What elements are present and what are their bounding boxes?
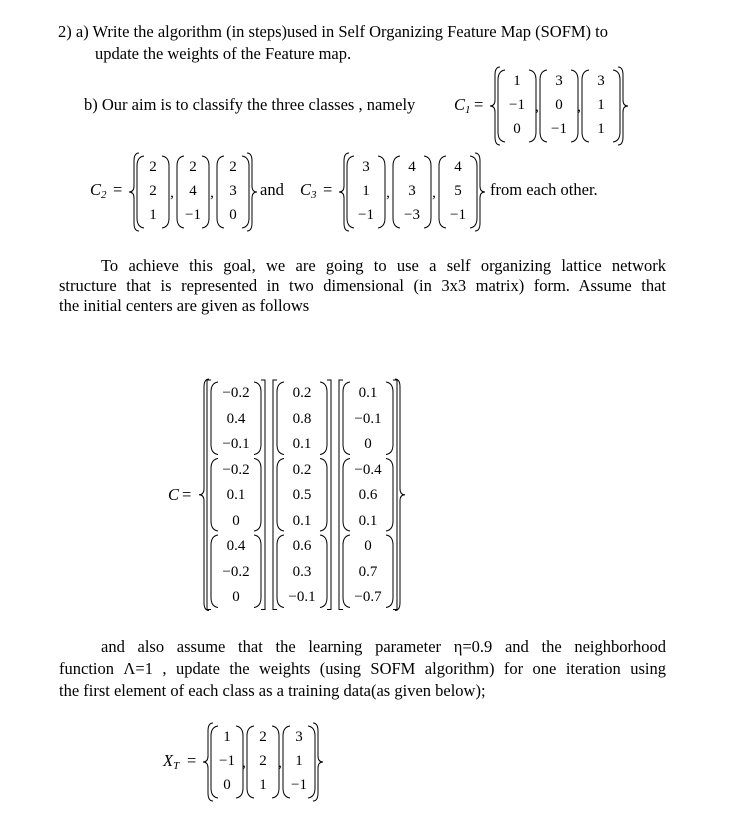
vector-entry: 3: [597, 73, 605, 89]
c2-label: $C_2$: [90, 180, 107, 201]
center-entry: 0.7: [358, 563, 378, 580]
column-right-bracket: [327, 380, 331, 610]
center-entry: 0.1: [226, 487, 246, 503]
vector-entry: −1: [219, 753, 235, 769]
goal-line3: the initial centers are given as follows: [59, 296, 310, 315]
vector-entry: 4: [408, 159, 416, 175]
vector-separator-comma: ,: [170, 185, 174, 201]
center-entry: −0.4: [354, 461, 382, 478]
center-entry: −0.2: [222, 385, 250, 401]
c1-label: $C_1$: [454, 95, 471, 116]
vector-entry: −1: [291, 777, 307, 793]
center-entry: 0.4: [226, 410, 246, 427]
assume-line2: function Λ=1 , update the weights (using SOFM algorithm) for one iteration using: [59, 659, 666, 678]
center-entry: 0.1: [358, 385, 378, 401]
vector-separator-comma: ,: [535, 99, 539, 115]
vector-entry: 4: [189, 183, 197, 199]
center-entry: 0: [364, 436, 372, 452]
vector-entry: 3: [408, 183, 416, 199]
vector-separator-comma: ,: [577, 99, 581, 115]
c1-equals: =: [474, 95, 484, 114]
vector-separator-comma: ,: [278, 755, 282, 771]
center-entry: 0.6: [358, 487, 378, 503]
vector-entry: 1: [223, 729, 231, 745]
center-entry: 0.4: [226, 538, 246, 554]
vector-entry: 2: [259, 729, 267, 745]
vector-entry: 0: [513, 121, 521, 137]
center-entry: −0.2: [222, 461, 250, 478]
vector-entry: −1: [450, 207, 466, 223]
vector-separator-comma: ,: [210, 185, 214, 201]
vector-entry: 1: [513, 73, 521, 89]
goal-line2: structure that is represented in two dimensional (in 3x3 matrix) form. Assume that: [59, 276, 666, 295]
vector-entry: −1: [551, 121, 567, 137]
center-entry: −0.1: [288, 589, 316, 605]
center-entry: 0.2: [292, 385, 312, 401]
center-entry: −0.7: [354, 589, 382, 605]
center-entry: −0.2: [222, 563, 250, 580]
column-left-bracket: [273, 380, 277, 610]
center-entry: 0.2: [292, 461, 312, 478]
vector-entry: 2: [149, 159, 157, 175]
vector-entry: 1: [149, 207, 157, 223]
vector-separator-comma: ,: [432, 185, 436, 201]
vector-entry: 0: [229, 207, 237, 223]
vector-separator-comma: ,: [386, 185, 390, 201]
xt-label: $X_T$: [163, 751, 180, 772]
xt-equals: =: [187, 751, 197, 770]
vector-entry: 1: [597, 121, 605, 137]
center-entry: −0.1: [354, 410, 382, 427]
c2-equals: =: [113, 180, 123, 199]
from-each-other: from each other.: [490, 180, 598, 199]
vector-entry: 2: [189, 159, 197, 175]
centers-label: C: [168, 485, 180, 504]
vector-entry: 2: [149, 183, 157, 199]
center-entry: −0.1: [222, 436, 250, 452]
vector-entry: −1: [509, 97, 525, 113]
center-entry: 0.5: [292, 487, 312, 503]
vector-entry: 0: [555, 97, 563, 113]
assume-line3: the first element of each class as a training data(as given below);: [59, 681, 486, 700]
column-left-bracket: [207, 380, 211, 610]
assume-line1: and also assume that the learning parameter η=0.9 and the neighborhood: [101, 637, 666, 656]
vector-entry: 3: [295, 729, 303, 745]
center-entry: 0: [232, 512, 240, 529]
vector-entry: 1: [362, 183, 370, 199]
center-entry: 0.1: [292, 436, 312, 452]
goal-line1: To achieve this goal, we are going to use a self organizing lattice network: [101, 256, 666, 275]
vector-entry: −1: [185, 207, 201, 223]
and-word: and: [260, 180, 284, 199]
column-left-bracket: [339, 380, 343, 610]
center-entry: 0: [364, 538, 372, 554]
column-right-bracket: [261, 380, 265, 610]
vector-entry: 3: [362, 159, 370, 175]
column-right-bracket: [393, 380, 397, 610]
part-a-line1: 2) a) Write the algorithm (in steps)used in Self Organizing Feature Map (SOFM) to: [58, 22, 608, 41]
centers-equals: =: [182, 485, 192, 504]
vector-entry: 5: [454, 183, 462, 199]
vector-entry: 1: [597, 97, 605, 113]
vector-entry: 2: [229, 159, 237, 175]
center-entry: 0.1: [358, 512, 378, 529]
vector-entry: 3: [229, 183, 237, 199]
vector-entry: 1: [295, 753, 303, 769]
center-entry: 0.6: [292, 538, 312, 554]
part-b-intro: b) Our aim is to classify the three classes , namely: [84, 95, 416, 114]
vector-entry: 3: [555, 73, 563, 89]
part-a-line2: update the weights of the Feature map.: [95, 44, 352, 63]
center-entry: 0: [232, 589, 240, 605]
vector-entry: −1: [358, 207, 374, 223]
center-entry: 0.8: [292, 410, 312, 427]
vector-entry: 0: [223, 777, 231, 793]
vector-entry: −3: [404, 207, 420, 223]
vector-entry: 2: [259, 753, 267, 769]
center-entry: 0.3: [292, 563, 312, 580]
vector-entry: 1: [259, 777, 267, 793]
c3-equals: =: [323, 180, 333, 199]
center-entry: 0.1: [292, 512, 312, 529]
vector-entry: 4: [454, 159, 462, 175]
vector-separator-comma: ,: [242, 755, 246, 771]
c3-label: $C_3$: [300, 180, 317, 201]
